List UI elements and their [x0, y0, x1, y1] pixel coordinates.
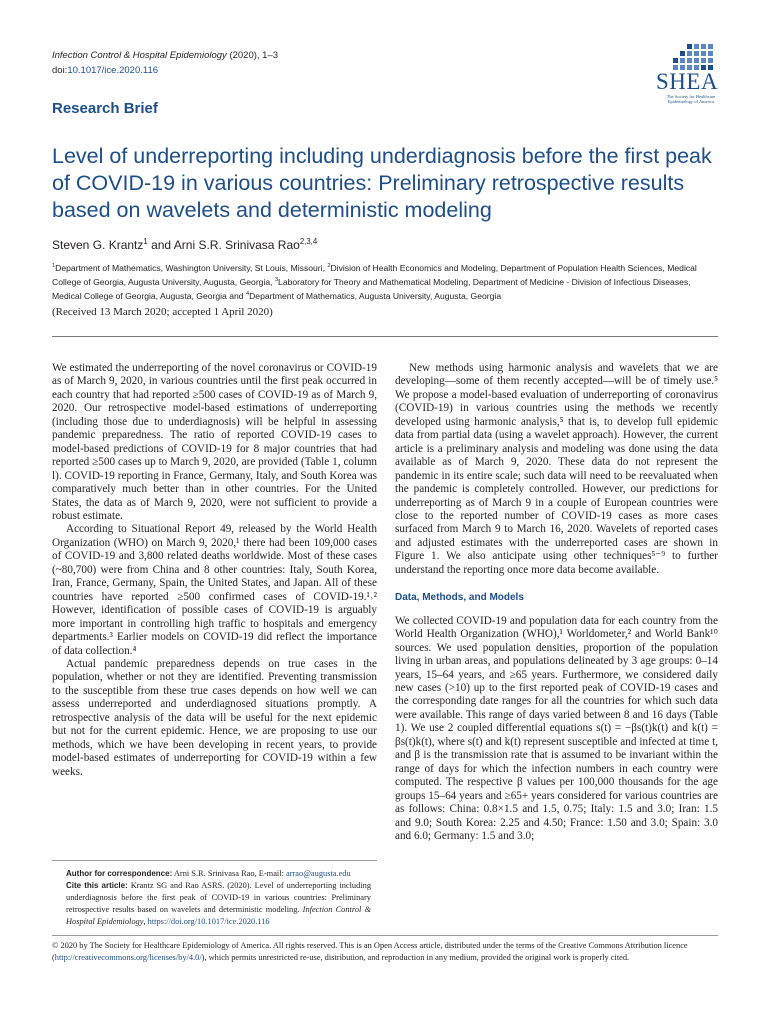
shea-logo: [644, 42, 720, 108]
author-affil-ref: 2,3,4: [299, 237, 318, 246]
affil-ref: 2: [327, 263, 331, 270]
body-paragraph: New methods using harmonic analysis and wavelets that we are developing—some of them recently accepted—will be of timely use.⁵ We propose a model-based evaluation of underreporting of coronavirus (COVID-19) in various countries using the methods we recently developed using harmonic analysis,⁵ that is, to develop full epidemic data from partial data (using a wavelet approach). However, the current article is a preliminary analysis and modeling was done using the data available as of March 9, 2020. These data do not represent the pandemic in its entire scale; such data will need to be reevaluated when the pandemic is completely controlled. However, our predictions for underreporting as of March 9 in a couple of European countries were close to the reported number of COVID-19 cases as more cases surfaced from March 9 to March 16, 2020. Wavelets of reported cases and adjusted estimates with the underreported cases are shown in Figure 1. We also anticipate using other techniques⁵⁻⁹ to further understand the reporting once more data become available.: [395, 362, 718, 576]
email-link[interactable]: arrao@augusta.edu: [286, 869, 351, 878]
section-heading: Data, Methods, and Models: [395, 592, 524, 604]
right-column: [395, 362, 718, 843]
journal-name: Infection Control & Hospital Epidemiology: [52, 50, 227, 61]
cite-label: Cite this article:: [66, 881, 128, 890]
body-paragraph: We estimated the underreporting of the novel coronavirus or COVID-19 as of March 9, 2020, in various countries until the first peak occurred in each country that had reported ≥500 cases of COVID-19 as of March 9, 2020. Our retrospective model-based estimations of underreporting (including those due to underdiagnosis) will be helpful in assessing pandemic preparedness. The ratio of reported COVID-19 cases to model-based predictions of COVID-19 for 8 major countries that had reported ≥500 cases up to March 9, 2020, are provided (Table 1, column l). COVID-19 reporting in France, Germany, Italy, and South Korea was comparatively much better than in other countries. For the United States, the data as of March 9, 2020, were not sufficient to provide a robust estimate.: [52, 362, 377, 522]
cite-doi-link[interactable]: https://doi.org/10.1017/ice.2020.116: [147, 917, 270, 926]
logo-text: SHEA: [656, 69, 719, 94]
journal-citation: [52, 48, 278, 63]
license-link[interactable]: http://creativecommons.org/licenses/by/4.0/: [54, 953, 202, 962]
correspondence-text: Arni S.R. Srinivasa Rao, E-mail:: [172, 869, 286, 878]
body-paragraph: According to Situational Report 49, released by the World Health Organization (WHO) on March 9, 2020,¹ there had been 109,000 cases of COVID-19 and 3,800 related deaths worldwide. Most of these cases (~80,700) were from China and 8 other countries: Italy, South Korea, Iran, France, Germany, Spain, the United States, and Japan. All of these countries have reported ≥500 confirmed cases of COVID-19.¹˒² However, identification of possible cases of COVID-19 is arguably more important in controlling high traffic to hospitals and emergency departments.³ Earlier models on COVID-19 did reflect the importance of data collection.⁴: [52, 523, 377, 657]
correspondence-divider: [52, 860, 377, 861]
doi-line: [52, 63, 278, 78]
author-affil-ref: 1: [143, 237, 148, 246]
header-divider: [52, 336, 718, 337]
affiliation: Department of Mathematics, Washington University, St Louis, Missouri,: [55, 263, 328, 273]
journal-meta: (2020), 1–3: [229, 50, 279, 61]
license-text: ), which permits unrestricted re-use, distribution, and reproduction in any medium, provided the original work is properly cited.: [201, 953, 630, 962]
affiliation: Division of Health Economics and Modeling, Department of Population Health Sciences, Medical College of Georgia, Augusta University, Augusta, Georgia,: [52, 263, 697, 287]
cite-separator: ,: [143, 917, 148, 926]
correspondence-block: [66, 868, 371, 928]
author-line: [52, 238, 317, 252]
journal-header: [52, 48, 278, 78]
affiliation: Laboratory for Theory and Mathematical Modeling, Department of Medicine - Division of Infectious Diseases, Medical College of Georgia, Augusta, Georgia and: [52, 276, 691, 301]
author-name: Arni S.R. Srinivasa Rao: [173, 238, 300, 252]
section-label: Research Brief: [52, 100, 158, 117]
shea-grid-icon: [644, 42, 720, 72]
author-separator: and: [147, 238, 174, 252]
correspondence-label: Author for correspondence:: [66, 869, 173, 878]
cite-text: Krantz SG and Rao ASRS. (2020). Level of underreporting including underdiagnosis before the first peak of COVID-19 in various countries: Preliminary retrospective results based on wavelets and deterministic modeling.: [66, 881, 372, 914]
license-text: © 2020 by The Society for Healthcare Epidemiology of America. All rights reserved. This is an Open Access article, distributed under the terms of the Creative Commons Attribution licence (: [52, 941, 688, 962]
body-paragraph: We collected COVID-19 and population data for each country from the World Health Organization (WHO),¹ Worldometer,² and World Bank¹⁰ sources. We used population densities, proportion of the population living in urban areas, and populations delineated by 3 age groups: 0–14 years, 15–64 years, and ≥65 years. Furthermore, we considered daily new cases (>10) up to the first reported peak of COVID-19 cases and the corresponding date ranges for all the countries for which such data were available. This range of days varied between 8 and 16 days (Table 1). We use 2 coupled differential equations s(t) = −βs(t)k(t) and k(t) = βs(t)k(t), where s(t) and k(t) represent susceptible and infected at time t, and β is the transmission rate that is assumed to be invariant within the range of days for which the infection numbers in each country were computed. The respective β values per 100,000 thousands for the age groups 15–64 years and ≥65+ years considered for various countries are as follows: China: 0.8×1.5 and 1.5, 0.75; Italy: 1.5 and 3.0; Iran: 1.5 and 9.0; South Korea: 2.25 and 4.50; France: 1.50 and 3.0; Spain: 3.0 and 6.0; Germany: 1.5 and 3.0;: [395, 614, 718, 842]
cite-journal: Infection Control & Hospital Epidemiology: [66, 905, 371, 926]
affil-ref: 4: [245, 290, 250, 297]
article-title: Level of underreporting including underdiagnosis before the first peak of COVID-19 in various countries: Preliminary retrospective results based on wavelets and deterministic modeling: [52, 144, 712, 222]
body-paragraph: Actual pandemic preparedness depends on true cases in the population, whether or not they are identified. Preventing transmission to the susceptible from these true cases depends on how well we can assess underreported and underdiagnosed situations promptly. A retrospective analysis of the data will be useful for the next epidemic but not for the current epidemic. Hence, we are proposing to use our methods, which we have been developing in recent years, to provide model-based estimates of underreporting for COVID-19 within a few weeks.: [52, 657, 377, 778]
logo-subtext: The Society for Healthcare Epidemiology of America: [666, 94, 716, 104]
received-dates: (Received 13 March 2020; accepted 1 April 2020): [52, 306, 273, 318]
license-footer: [52, 940, 718, 964]
affil-ref: 1: [52, 263, 56, 270]
affil-ref: 3: [274, 276, 279, 283]
doi-link[interactable]: 10.1017/ice.2020.116: [67, 65, 159, 76]
footer-divider: [52, 935, 718, 936]
left-column: [52, 362, 377, 779]
author-name: Steven G. Krantz: [52, 238, 144, 252]
affiliations: [52, 262, 718, 303]
doi-prefix: doi:: [52, 65, 68, 76]
affiliation: Department of Mathematics, Augusta University, Augusta, Georgia: [249, 290, 502, 301]
